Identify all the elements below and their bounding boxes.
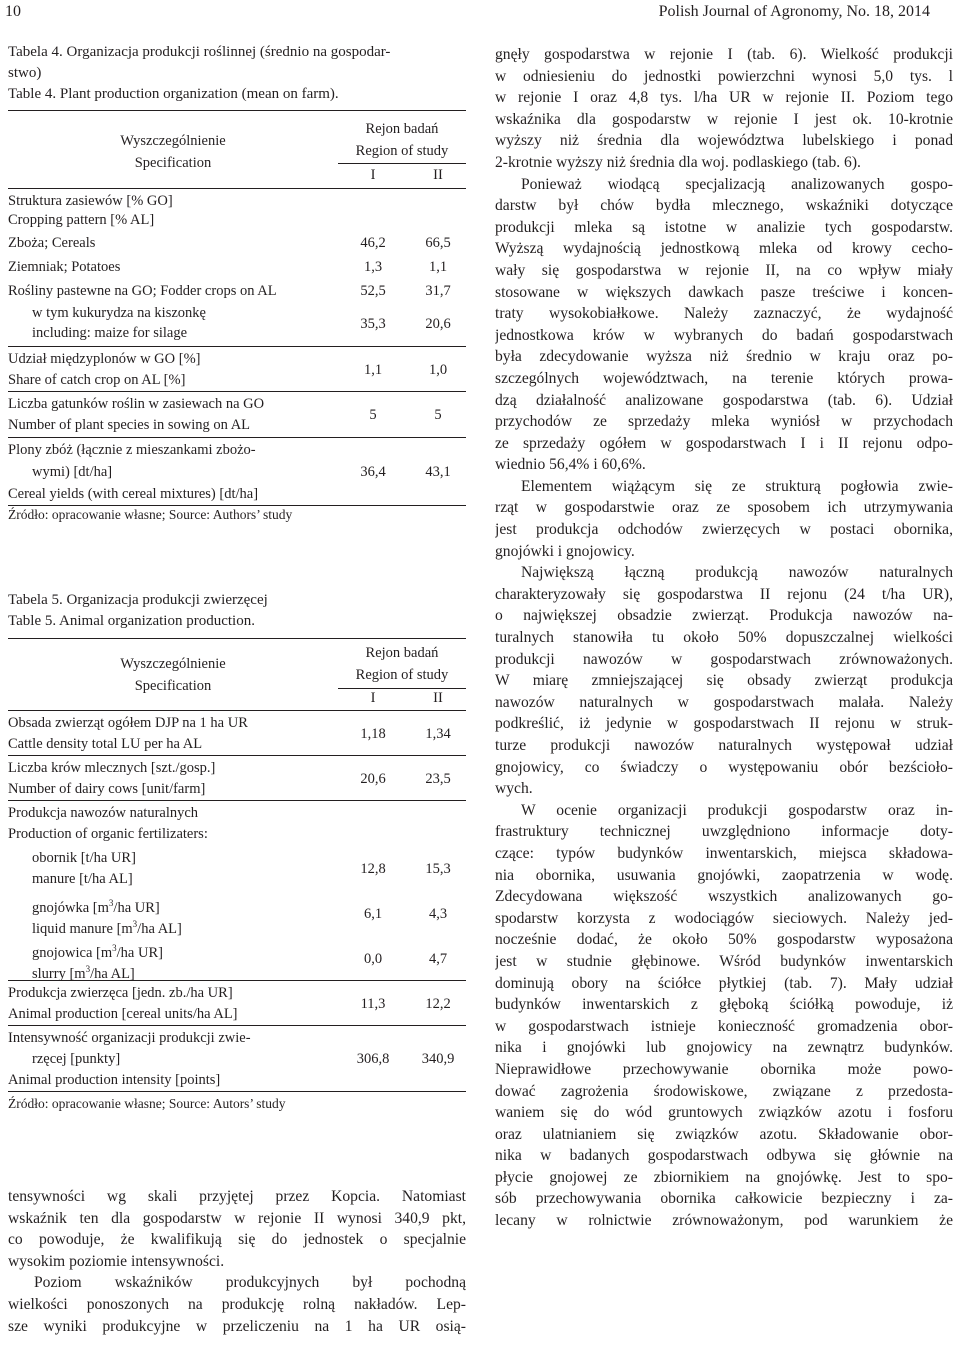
table5-cell: 1,18 [360,726,386,742]
text-line: gnojówki i gnojowicy. [495,542,635,560]
table4-head-region-pl: Rejon badań [365,121,439,137]
text-line: nika i gnojówki lub gnojowicy na zewnątrz budynków. [495,1039,953,1057]
table4-cell: 35,3 [360,316,386,332]
text-line: wyższy niż średnia dla województwa lubelskiego i ponad [495,132,953,150]
table5-row-label: Animal production [cereal units/ha AL] [8,1006,238,1022]
table5-cell: 23,5 [425,771,451,787]
table4-cell: 52,5 [360,283,386,299]
running-header [5,0,930,26]
text-line: jest produkcja odchodów zwierzęcych w postaci obornika, [495,521,953,539]
table4-row-label: Number of plant species in sowing on AL [8,417,251,433]
table5-row-label: manure [t/ha AL] [32,871,133,887]
table4 [8,108,466,506]
page-number: 10 [5,3,21,20]
text-line: darstw był chów bydła mlecznego, wskaźniki dotyczące [495,197,953,215]
table4-head-spec-pl: Wyszczególnienie [120,133,226,149]
text-line: produkcji nawozów w gospodarstwach zrównoważonych. [495,650,953,668]
table5-head-region-en: Region of study [355,667,449,683]
text-line: sze wyniki produkcyjne w przeliczeniu na 1 ha UR osią- [8,1317,466,1335]
table5-cell: 12,8 [360,861,386,877]
table5-row-label: Produkcja nawozów naturalnych [8,805,199,821]
text-line: nocześnie dodać, że około 50% gospodarstw wyposażona [495,931,953,949]
text-line: turalnych stanowiła tu około 50% dopuszczalnej wielkości [495,629,953,647]
table4-cell: 20,6 [425,316,451,332]
table4-cell: 66,5 [425,235,451,251]
table5-cell: 6,1 [363,906,383,922]
text-line: produkcji mleka są istotne w analizie tych gospodarstw. [495,218,953,236]
table4-row-label: Udział międzyplonów w GO [%] [8,351,201,367]
table5-rule [8,980,466,981]
text-line: Nieprawidłowe przechowywanie obornika może powo- [495,1060,953,1078]
table4-cell: 1,1 [428,259,448,275]
table4-cell: 5 [434,407,442,423]
table4-caption [8,42,476,105]
table5-cell: 11,3 [360,996,386,1012]
text-line: w rejonie I oraz 4,8 tys. l/ha UR w rejonie II. Poziom tego [495,89,953,107]
text-line: sób przechowywania obornika całkowicie bezpieczny i za- [495,1190,953,1208]
table4-caption-en: Table 4. Plant production organization (mean on farm). [8,86,339,102]
text-line: frastruktury technicznej uwzględniono informacje doty- [495,823,953,841]
table4-row-label: Cropping pattern [% AL] [8,212,155,228]
text-line: o największej obsadzie zwierząt. Produkcja nawozów na- [495,607,953,625]
table5 [8,636,466,1092]
table4-cell: 43,1 [425,464,451,480]
text-line: gnojowicy, co świadczy o występowaniu obór bezścioło- [495,758,953,776]
table5-source: Źródło: opracowanie własne; Source: Autors’ study [8,1096,286,1111]
table5-head-spec-en: Specification [134,678,212,694]
text-line: turze produkcji nawozów naturalnych występował udział [495,737,953,754]
text-line: dominują obory na ściółce płytkiej (tab. 7). Mały udział [495,974,953,992]
table5-row-label: gnojowica [$m^3/ha$ UR] [32,943,163,961]
text-line: rząt w gospodarstwie oraz ze sposobem ich utrzymywania [495,499,953,517]
journal-title: Polish Journal of Agronomy, No. 18, 2014 [658,3,930,20]
text-line: wych. [495,780,533,798]
text-line: w odniesieniu do jednostki powierzchni wynosi 5,0 tys. l [495,67,953,85]
text-line: lecany w rolnictwie zrównoważonym, pod warunkiem że [495,1212,953,1230]
text-line: Zdecydowana większość wszystkich analizowanych go- [495,888,953,906]
text-line: ze sprzedaży ogółem w gospodarstwach I i II rejonu odpo- [495,434,953,452]
table4-rule-head [8,188,466,189]
table4-row-label: Plony zbóż (łącznie z mieszankami zbożo- [8,442,256,458]
text-line: gnęły gospodarstwa w rejonie I (tab. 6). Wielkość produkcji [495,46,953,63]
table5-cell: 12,2 [425,996,451,1012]
table4-cell: 46,2 [360,235,386,251]
text-line: jednostkowa krów w wybranych do badań gospodarstwach [495,326,953,344]
text-line: W miarę zmniejszającej się obsady zwierząt produkcja [495,672,953,690]
table5-row-label: rzęcej [punkty] [32,1051,121,1067]
table5-cell: 20,6 [360,771,386,787]
table4-row-label: Struktura zasiewów [% GO] [8,193,173,209]
table4-rule-top [8,110,466,111]
text-line: tensywności wg skali przyjętej przez Kopcia. Natomiast [8,1188,466,1205]
table5-caption-en: Table 5. Animal organization production. [8,613,255,629]
table5-rule-top [8,638,466,639]
table5-rule [8,1025,466,1026]
table5-row-label: Production of organic fertilizaters: [8,826,208,842]
text-line: wielkości ponoszonych na produkcję rolną nakładów. Lep- [8,1295,466,1313]
table4-row-label: including: maize for silage [32,325,188,341]
table4-cell: 1,3 [363,259,383,275]
table4-row-label: wymi) [dt/ha] [32,464,113,480]
text-line: nawozów naturalnych w gospodarstwach malała. Należy [495,693,953,711]
table5-row-label: Obsada zwierząt ogółem DJP na 1 ha UR [8,715,248,731]
text-line: szczególnych województwach, na terenie których prowa- [495,369,953,387]
table5-row-label: Cattle density total LU per ha AL [8,736,203,752]
text-line: Elementem wiążącym się ze strukturą pogłowia zwie- [521,477,953,495]
table5-caption [8,590,476,632]
text-line: dować zagrożenia środowiskowe, związane z przedosta- [495,1082,953,1100]
table4-row-label: Ziemniak; Potatoes [8,259,121,275]
text-line: W ocenie organizacji produkcji gospodarstw oraz in- [521,801,953,819]
text-line: oraz ulatnianiem się związków azotu. Składowanie obor- [495,1125,953,1143]
table5-col-1: I [370,690,376,706]
text-line: charakteryzowały się gospodarstwa II rejonu (24 t/ha UR), [495,585,953,603]
text-line: stosowane w większych dawkach pasze treściwe i koncen- [495,283,953,301]
table5-rule-bottom [8,1091,466,1092]
text-line: wiednio 56,4% i 60,6%. [495,456,646,474]
table5-head-region-pl: Rejon badań [365,645,439,661]
text-line: waniem się do wód gruntowych związków azotu i fosforu [495,1104,953,1122]
table4-row-label: Cereal yields (with cereal mixtures) [dt/ha] [8,486,259,502]
table5-row-label: Produkcja zwierzęca [jedn. zb./ha UR] [8,985,233,1001]
table5-cell: 340,9 [421,1051,455,1067]
text-line: spodarstw korzysta z wodociągów sieciowych. Należy jed- [495,909,953,927]
table4-col-1: I [370,167,376,183]
table4-rule [8,391,466,392]
text-line: w gospodarstwach istnieje konieczność gromadzenia obor- [495,1017,953,1035]
table5-row-label: Liczba krów mlecznych [szt./gosp.] [8,760,216,776]
table4-rule [8,437,466,438]
table5-row-label: obornik [t/ha UR] [32,850,136,866]
table4-row-label: Rośliny pastewne na GO; Fodder crops on AL [8,283,277,299]
table5-cell: 15,3 [425,861,451,877]
table4-cell: 36,4 [360,464,386,480]
table5-cell: 4,7 [428,951,448,967]
table5-cell: 306,8 [356,1051,390,1067]
text-line: Poziom wskaźników produkcyjnych był pochodną [34,1274,466,1292]
left-body-text [8,1186,466,1337]
table4-source: Źródło: opracowanie własne; Source: Authors’ study [8,507,293,522]
table5-cell: 1,34 [425,726,451,742]
table5-rule [8,755,466,756]
table5-caption-pl: Tabela 5. Organizacja produkcji zwierzęcej [8,592,268,608]
table4-caption-pl-cont: stwo) [8,65,42,81]
table5-col-2: II [433,690,443,706]
right-body-text [495,44,953,1232]
text-line: jest w studnie głębinowe. Wśród budynków inwentarskich [495,952,953,970]
table5-rule [8,800,466,801]
table5-rule-head [8,710,466,711]
text-line: wskaźnik ten dla gospodarstw w rejonie II wynosi 340,9 pkt, [8,1209,466,1227]
text-line: budynków inwentarskich z głęboką ściółką powoduje, iż [495,996,953,1014]
text-line: przychodów ze sprzedaży mleka wyniósł w przychodach [495,413,953,431]
text-line: Wyższą wydajnością jednostkową mleka od krowy cecho- [495,240,953,258]
table4-rule [8,346,466,347]
text-line: płycie gnojowej ze zbiornikiem na gnojówkę. Jest to spo- [495,1168,953,1186]
table4-row-label: Liczba gatunków roślin w zasiewach na GO [8,396,265,412]
text-line: była zdecydowanie wyższa niż średnio w kraju oraz po- [495,348,953,366]
text-line: dzą działalność analizowane gospodarstwa (tab. 6). Udział [495,391,953,409]
text-line: podkreślić, iż jedynie w gospodarstwach II rejonu w struk- [495,715,953,733]
table4-cell: 31,7 [425,283,451,299]
table4-row-label: Share of catch crop on AL [%] [8,372,186,388]
table5-row-label: slurry [$m^3/ha$ AL] [32,964,135,982]
table4-caption-pl: Tabela 4. Organizacja produkcji roślinnej (średnio na gospodar- [8,44,391,60]
table4-cell: 1,0 [428,362,448,378]
table4-col-2: II [433,167,443,183]
text-line: wały się gospodarstwa w rejonie II, na co wpływ miały [495,261,953,279]
table5-cell: 4,3 [428,906,448,922]
table4-row-label: w tym kukurydza na kiszonkę [32,305,206,321]
table4-cell: 5 [369,407,377,423]
table5-row-label: Intensywność organizacji produkcji zwie- [8,1030,251,1046]
table5-row-label: Number of dairy cows [unit/farm] [8,781,206,797]
table5-cell: 0,0 [363,951,383,967]
text-line: nika w badanych gospodarstwach odbywa się głównie na [495,1147,953,1165]
text-line: co powoduje, że kwalifikują się do jednostek o specjalnie [8,1231,466,1249]
table5-row-label: liquid manure [$m^3/ha$ AL] [32,919,182,937]
text-line: Ponieważ wiodącą specjalizacją analizowanych gospo- [521,175,953,193]
table4-head-region-en: Region of study [355,143,449,159]
text-line: 2-krotnie wyższy niż średnia dla woj. podlaskiego (tab. 6). [495,153,861,171]
table5-row-label: gnojówka [$m^3/ha$ UR] [32,898,160,916]
text-line: wysokim poziomie intensywności. [8,1252,225,1270]
table5-row-label: Animal production intensity [points] [8,1072,221,1088]
text-line: traty wysokobiałkowe. Należy zaznaczyć, że wydajność [495,305,953,323]
table4-head-spec-en: Specification [134,155,212,171]
table4-cell: 1,1 [363,362,383,378]
table5-head-spec-pl: Wyszczególnienie [120,656,226,672]
text-line: nia obornika, usuwania gnojówki, zaopatrzenia w wodę. [495,866,953,884]
text-line: Największą łączną produkcją nawozów naturalnych [521,564,953,582]
text-line: czące: typów budynków inwentarskich, miejsca składowa- [495,844,953,862]
text-line: wskaźnika dla gospodarstw w rejonie I jest ok. 10-krotnie [495,110,953,128]
table4-row-label: Zboża; Cereals [8,235,96,251]
